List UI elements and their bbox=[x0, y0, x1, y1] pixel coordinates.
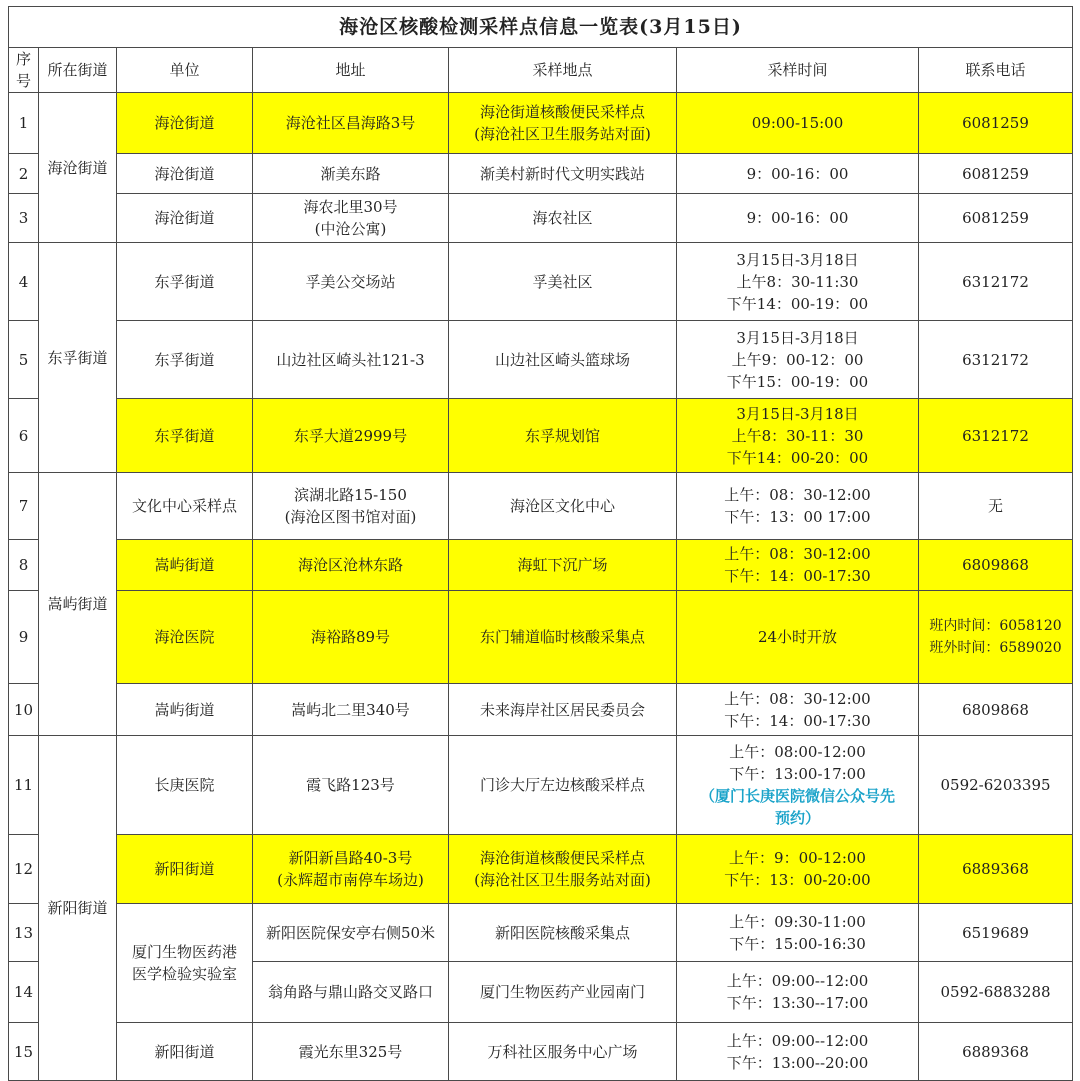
row-site: 海农社区 bbox=[449, 194, 677, 243]
row-phone: 6081259 bbox=[919, 194, 1073, 243]
row-address: 新阳医院保安亭右侧50米 bbox=[253, 904, 449, 962]
row-no: 12 bbox=[9, 835, 39, 904]
table-row bbox=[9, 473, 1073, 540]
header-time: 采样时间 bbox=[677, 48, 919, 93]
row-address: 山边社区崎头社121-3 bbox=[253, 321, 449, 399]
row-site: 东门辅道临时核酸采集点 bbox=[449, 591, 677, 684]
table-row bbox=[9, 243, 1073, 321]
row-time: 上午：08：30-12:00 下午：14：00-17:30 bbox=[677, 540, 919, 591]
row-phone: 6312172 bbox=[919, 399, 1073, 473]
row-site: 渐美村新时代文明实践站 bbox=[449, 154, 677, 194]
table-row bbox=[9, 736, 1073, 835]
row-site: 海沧街道核酸便民采样点 (海沧社区卫生服务站对面) bbox=[449, 835, 677, 904]
row-site: 厦门生物医药产业园南门 bbox=[449, 962, 677, 1023]
row-no: 9 bbox=[9, 591, 39, 684]
row-no: 10 bbox=[9, 684, 39, 736]
row-address: 霞光东里325号 bbox=[253, 1023, 449, 1081]
table-row bbox=[9, 93, 1073, 154]
row-site: 海虹下沉广场 bbox=[449, 540, 677, 591]
street-cell: 嵩屿街道 bbox=[39, 473, 117, 736]
sampling-sites-sheet bbox=[8, 6, 1072, 1081]
table-title-row bbox=[9, 7, 1073, 48]
row-unit: 厦门生物医药港 医学检验实验室 bbox=[117, 904, 253, 1023]
row-address: 东孚大道2999号 bbox=[253, 399, 449, 473]
row-address: 海农北里30号 (中沧公寓) bbox=[253, 194, 449, 243]
row-no: 7 bbox=[9, 473, 39, 540]
row-no: 1 bbox=[9, 93, 39, 154]
row-address: 霞飞路123号 bbox=[253, 736, 449, 835]
row-site: 新阳医院核酸采集点 bbox=[449, 904, 677, 962]
row-time: 3月15日-3月18日 上午9：00-12：00 下午15：00-19：00 bbox=[677, 321, 919, 399]
street-cell: 新阳街道 bbox=[39, 736, 117, 1081]
row-no: 2 bbox=[9, 154, 39, 194]
table-row bbox=[9, 540, 1073, 591]
table-row bbox=[9, 591, 1073, 684]
row-no: 3 bbox=[9, 194, 39, 243]
row-unit: 海沧医院 bbox=[117, 591, 253, 684]
row-address: 新阳新昌路40-3号 (永辉超市南停车场边) bbox=[253, 835, 449, 904]
table-header-row bbox=[9, 48, 1073, 93]
row-site: 门诊大厅左边核酸采样点 bbox=[449, 736, 677, 835]
row-phone: 6889368 bbox=[919, 835, 1073, 904]
row-time: 上午：9：00-12:00 下午：13：00-20:00 bbox=[677, 835, 919, 904]
row-unit: 东孚街道 bbox=[117, 321, 253, 399]
header-no: 序号 bbox=[9, 48, 39, 93]
street-cell: 海沧街道 bbox=[39, 93, 117, 243]
row-phone: 6312172 bbox=[919, 321, 1073, 399]
row-address: 海沧社区昌海路3号 bbox=[253, 93, 449, 154]
table-row bbox=[9, 835, 1073, 904]
sampling-sites-table bbox=[8, 6, 1073, 1081]
row-time-text: 上午：08:00-12:00 下午：13:00-17:00 bbox=[729, 743, 866, 783]
row-unit: 东孚街道 bbox=[117, 399, 253, 473]
row-address: 渐美东路 bbox=[253, 154, 449, 194]
street-cell: 东孚街道 bbox=[39, 243, 117, 473]
table-row bbox=[9, 684, 1073, 736]
row-site: 东孚规划馆 bbox=[449, 399, 677, 473]
header-street: 所在街道 bbox=[39, 48, 117, 93]
table-row bbox=[9, 154, 1073, 194]
row-time: 上午：09:00--12:00 下午：13:30--17:00 bbox=[677, 962, 919, 1023]
row-phone: 6081259 bbox=[919, 154, 1073, 194]
row-phone: 无 bbox=[919, 473, 1073, 540]
row-unit: 海沧街道 bbox=[117, 194, 253, 243]
row-site: 未来海岸社区居民委员会 bbox=[449, 684, 677, 736]
row-address: 海裕路89号 bbox=[253, 591, 449, 684]
row-no: 11 bbox=[9, 736, 39, 835]
row-phone: 6081259 bbox=[919, 93, 1073, 154]
row-unit: 东孚街道 bbox=[117, 243, 253, 321]
row-unit: 新阳街道 bbox=[117, 835, 253, 904]
row-no: 4 bbox=[9, 243, 39, 321]
row-phone: 6809868 bbox=[919, 540, 1073, 591]
row-address: 翁角路与鼎山路交叉路口 bbox=[253, 962, 449, 1023]
row-phone: 0592-6883288 bbox=[919, 962, 1073, 1023]
row-time: 24小时开放 bbox=[677, 591, 919, 684]
row-time: 9：00-16：00 bbox=[677, 194, 919, 243]
row-site: 海沧街道核酸便民采样点 (海沧社区卫生服务站对面) bbox=[449, 93, 677, 154]
header-unit: 单位 bbox=[117, 48, 253, 93]
row-no: 13 bbox=[9, 904, 39, 962]
row-unit: 文化中心采样点 bbox=[117, 473, 253, 540]
row-time: 9：00-16：00 bbox=[677, 154, 919, 194]
table-row bbox=[9, 194, 1073, 243]
row-unit: 海沧街道 bbox=[117, 154, 253, 194]
row-unit: 海沧街道 bbox=[117, 93, 253, 154]
row-address: 滨湖北路15-150 (海沧区图书馆对面) bbox=[253, 473, 449, 540]
row-site: 万科社区服务中心广场 bbox=[449, 1023, 677, 1081]
row-time: 3月15日-3月18日 上午8：30-11：30 下午14：00-20：00 bbox=[677, 399, 919, 473]
row-address: 嵩屿北二里340号 bbox=[253, 684, 449, 736]
row-no: 14 bbox=[9, 962, 39, 1023]
row-phone: 班内时间：6058120 班外时间：6589020 bbox=[919, 591, 1073, 684]
header-phone: 联系电话 bbox=[919, 48, 1073, 93]
row-unit: 嵩屿街道 bbox=[117, 684, 253, 736]
table-row bbox=[9, 904, 1073, 962]
row-time: 上午：09:00--12:00 下午：13:00--20:00 bbox=[677, 1023, 919, 1081]
row-unit: 长庚医院 bbox=[117, 736, 253, 835]
row-no: 6 bbox=[9, 399, 39, 473]
row-time: 3月15日-3月18日 上午8：30-11:30 下午14：00-19：00 bbox=[677, 243, 919, 321]
row-no: 5 bbox=[9, 321, 39, 399]
row-no: 8 bbox=[9, 540, 39, 591]
row-time: 上午：08：30-12:00 下午：14：00-17:30 bbox=[677, 684, 919, 736]
row-phone: 6519689 bbox=[919, 904, 1073, 962]
appointment-note: （厦门长庚医院微信公众号先 预约） bbox=[699, 787, 895, 827]
row-time: 上午：09:30-11:00 下午：15:00-16:30 bbox=[677, 904, 919, 962]
row-site: 海沧区文化中心 bbox=[449, 473, 677, 540]
header-address: 地址 bbox=[253, 48, 449, 93]
table-row bbox=[9, 321, 1073, 399]
page-title: 海沧区核酸检测采样点信息一览表(3月15日) bbox=[9, 7, 1073, 48]
row-phone: 0592-6203395 bbox=[919, 736, 1073, 835]
row-phone: 6809868 bbox=[919, 684, 1073, 736]
row-no: 15 bbox=[9, 1023, 39, 1081]
table-row bbox=[9, 1023, 1073, 1081]
row-site: 孚美社区 bbox=[449, 243, 677, 321]
row-address: 海沧区沧林东路 bbox=[253, 540, 449, 591]
row-unit: 新阳街道 bbox=[117, 1023, 253, 1081]
row-time: 09:00-15:00 bbox=[677, 93, 919, 154]
row-time: 上午：08：30-12:00 下午：13：00 17:00 bbox=[677, 473, 919, 540]
row-phone: 6889368 bbox=[919, 1023, 1073, 1081]
row-unit: 嵩屿街道 bbox=[117, 540, 253, 591]
row-address: 孚美公交场站 bbox=[253, 243, 449, 321]
header-site: 采样地点 bbox=[449, 48, 677, 93]
row-phone: 6312172 bbox=[919, 243, 1073, 321]
table-row bbox=[9, 399, 1073, 473]
row-time bbox=[677, 736, 919, 835]
row-site: 山边社区崎头篮球场 bbox=[449, 321, 677, 399]
